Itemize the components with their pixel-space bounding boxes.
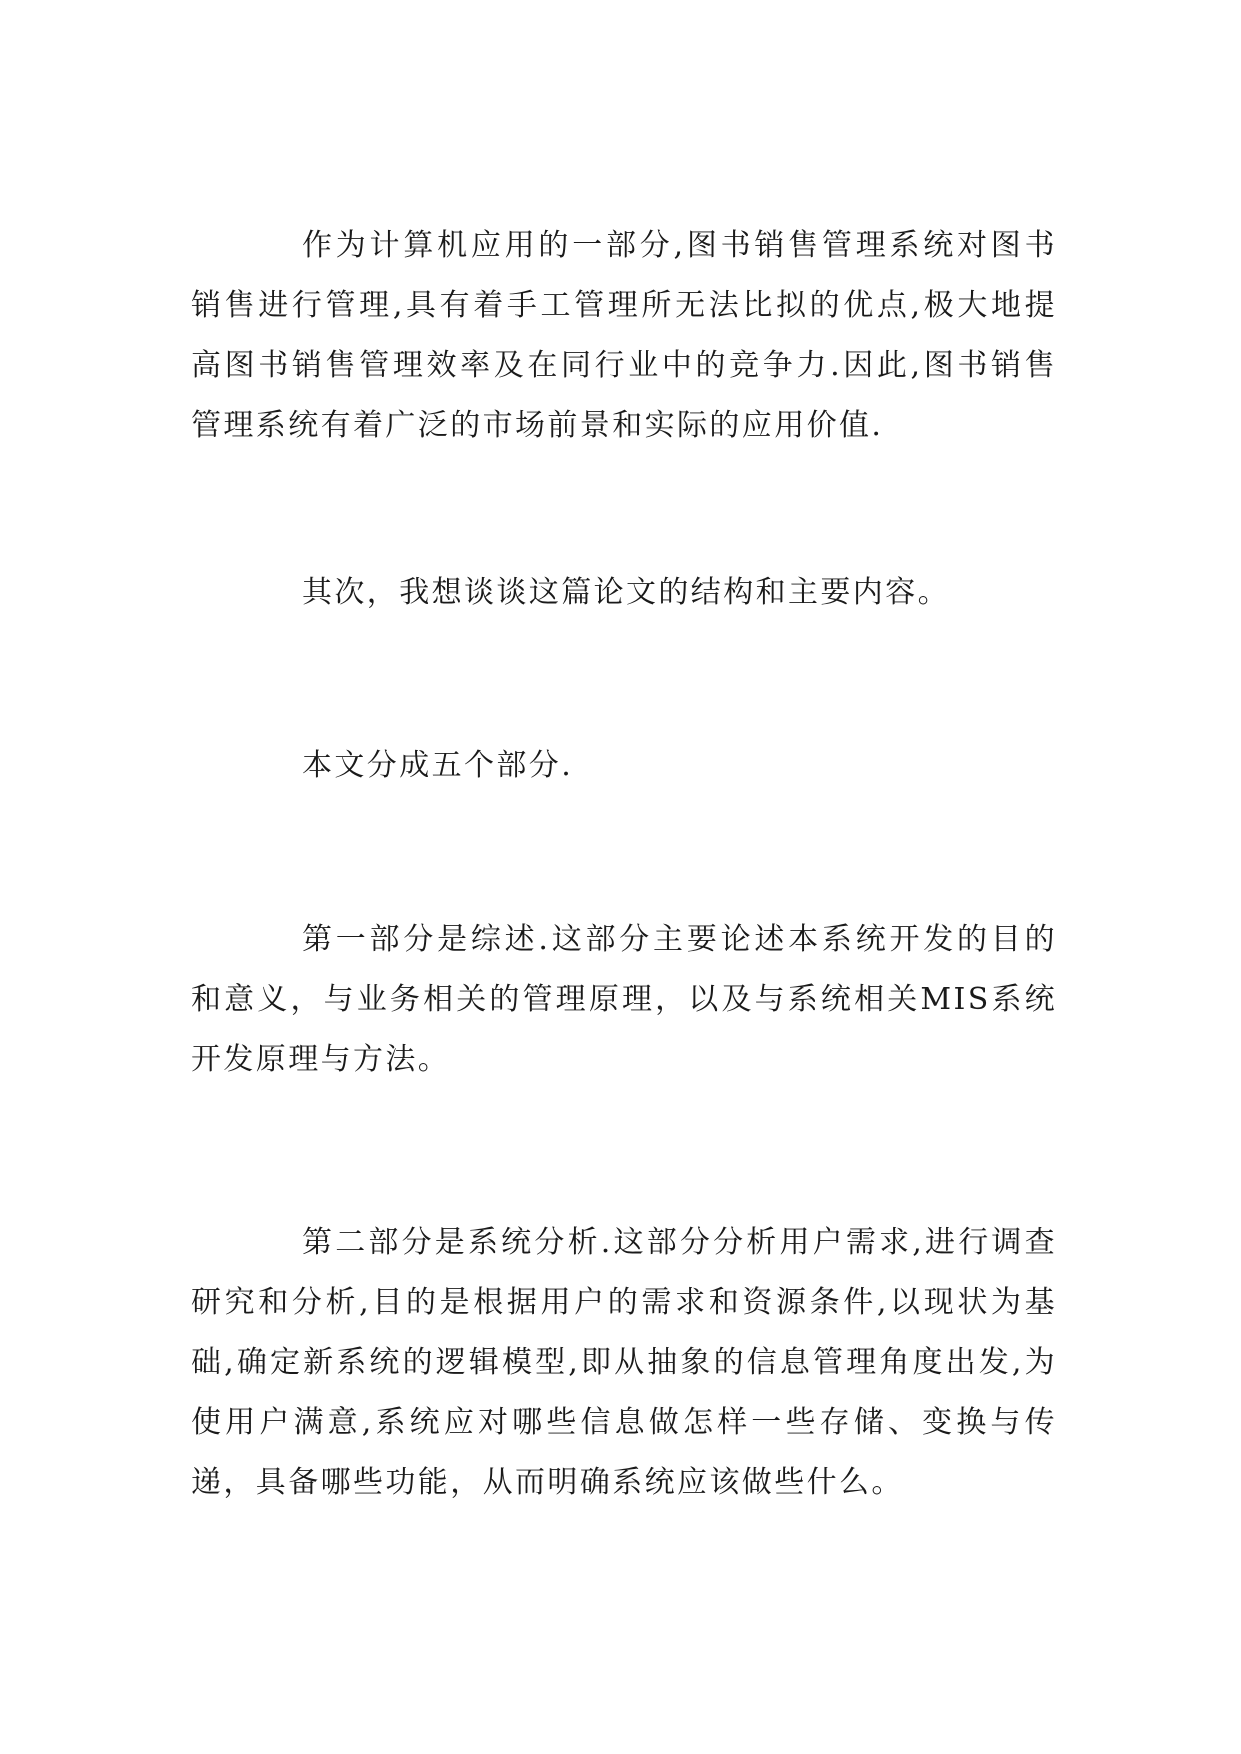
paragraph-part-two: 第二部分是系统分析.这部分分析用户需求,进行调查研究和分析,目的是根据用户的需求和资源条件,以现状为基础,确定新系统的逻辑模型,即从抽象的信息管理角度出发,为使用户满意,系统应对哪些信息做怎样一些存储、变换与传递，具备哪些功能，从而明确系统应该做些什么。 (191, 1225, 1057, 1500)
paragraph-intro: 作为计算机应用的一部分,图书销售管理系统对图书销售进行管理,具有着手工管理所无法比拟的优点,极大地提高图书销售管理效率及在同行业中的竞争力.因此,图书销售管理系统有着广泛的市场前景和实际的应用价值. (191, 228, 1057, 443)
paragraph-five-parts: 本文分成五个部分. (302, 748, 574, 783)
paragraph-part-one: 第一部分是综述.这部分主要论述本系统开发的目的和意义，与业务相关的管理原理，以及与系统相关MIS系统开发原理与方法。 (191, 922, 1057, 1077)
paragraph-structure: 其次，我想谈谈这篇论文的结构和主要内容。 (302, 575, 950, 610)
